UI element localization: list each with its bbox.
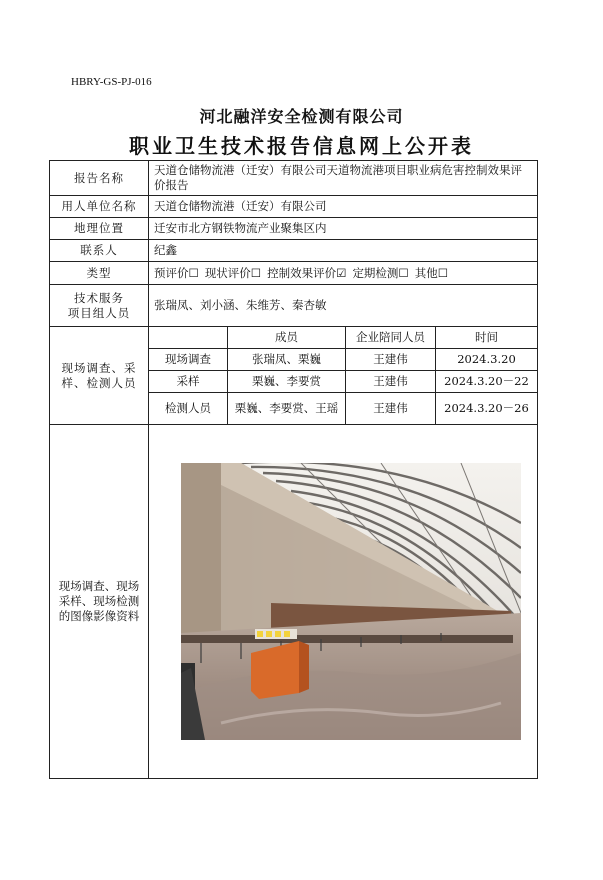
survey-stage: 现场调查 (149, 349, 228, 371)
row-type (50, 262, 538, 285)
info-table (49, 160, 538, 779)
row-images (50, 425, 538, 779)
row-survey-header (50, 327, 538, 349)
tech-team-label (50, 285, 149, 327)
survey-escort: 王建伟 (346, 371, 436, 393)
row-tech-team (50, 285, 538, 327)
survey-date: 2024.3.20－26 (436, 393, 538, 425)
row-location (50, 218, 538, 240)
site-photo (181, 463, 521, 740)
location-label: 地理位置 (50, 218, 149, 240)
option-control-effect-evaluation: 控制效果评价☑ (267, 265, 347, 280)
survey-stage: 检测人员 (149, 393, 228, 425)
survey-members: 栗巍、李要赏 (228, 371, 346, 393)
row-report-name (50, 161, 538, 196)
survey-header-members: 成员 (228, 327, 346, 349)
option-other: 其他☐ (414, 265, 449, 280)
type-label: 类型 (50, 262, 149, 285)
tech-team-label-line2: 项目组人员 (67, 305, 131, 320)
images-label: 现场调查、现场采样、现场检测的图像影像资料 (50, 425, 149, 779)
row-employer (50, 196, 538, 218)
option-pre-evaluation: 预评价☐ (154, 265, 199, 280)
option-status-evaluation: 现状评价☐ (204, 265, 262, 280)
survey-date: 2024.3.20 (436, 349, 538, 371)
survey-stage: 采样 (149, 371, 228, 393)
survey-header-blank (149, 327, 228, 349)
survey-escort: 王建伟 (346, 349, 436, 371)
contact-value: 纪鑫 (149, 240, 538, 262)
contact-label: 联系人 (50, 240, 149, 262)
survey-members: 栗巍、李要赏、王瑶 (228, 393, 346, 425)
page-title: 职业卫生技术报告信息网上公开表 (129, 134, 474, 158)
survey-header-date: 时间 (436, 327, 538, 349)
report-name-label: 报告名称 (50, 161, 149, 196)
warehouse-photo-drawing (181, 463, 521, 740)
survey-date: 2024.3.20－22 (436, 371, 538, 393)
survey-header-escort: 企业陪同人员 (346, 327, 436, 349)
tech-team-label-line1: 技术服务 (74, 290, 124, 305)
images-cell (149, 425, 538, 779)
type-options (149, 262, 538, 285)
employer-value: 天道仓储物流港（迁安）有限公司 (149, 196, 538, 218)
row-contact (50, 240, 538, 262)
document-code: HBRY-GS-PJ-016 (71, 76, 152, 88)
tech-team-value: 张瑞凤、刘小涵、朱维芳、秦杏敏 (149, 285, 538, 327)
survey-label: 现场调查、采样、检测人员 (50, 327, 149, 425)
company-name: 河北融洋安全检测有限公司 (199, 107, 404, 126)
option-periodic-testing: 定期检测☐ (352, 265, 409, 280)
report-name-value: 天道仓储物流港（迁安）有限公司天道物流港项目职业病危害控制效果评价报告 (149, 161, 538, 196)
survey-members: 张瑞凤、栗巍 (228, 349, 346, 371)
location-value: 迁安市北方钢铁物流产业聚集区内 (149, 218, 538, 240)
employer-label: 用人单位名称 (50, 196, 149, 218)
survey-escort: 王建伟 (346, 393, 436, 425)
